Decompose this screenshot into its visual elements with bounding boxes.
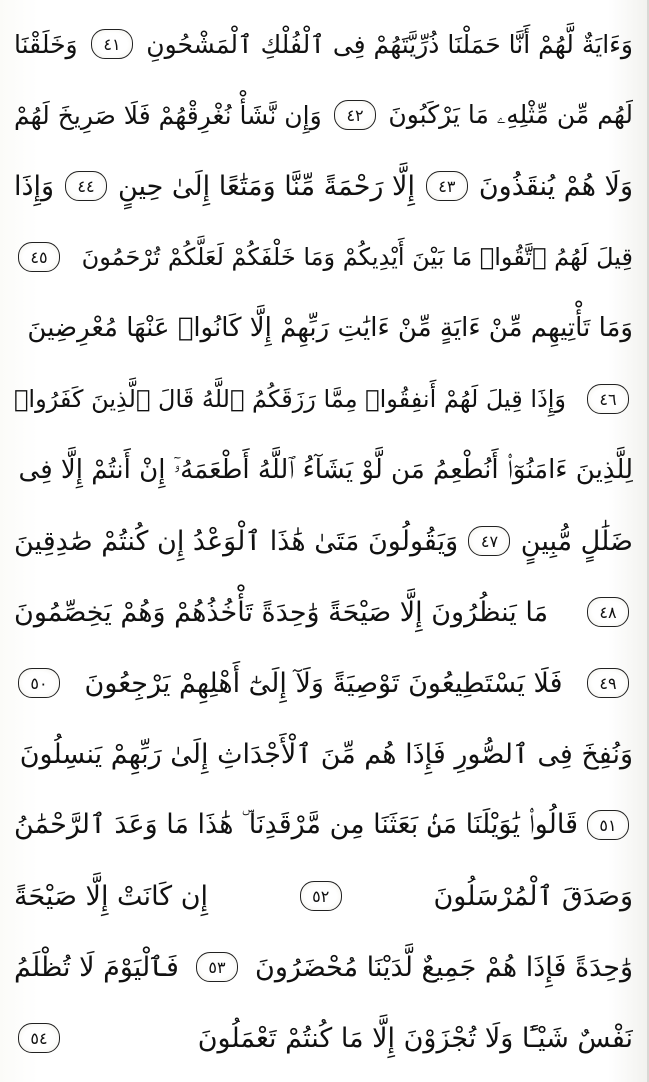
line-13 xyxy=(14,862,633,930)
line-6 xyxy=(14,365,633,433)
ayah-number-marker: ٤٤ xyxy=(65,171,107,201)
text-lines xyxy=(14,10,633,1072)
ayah-number-marker: ٤٩ xyxy=(587,668,629,698)
line-text: ضَلَٰلٍ مُّبِينٍ xyxy=(520,525,633,557)
line-text: لِلَّذِينَ ءَامَنُوٓا۟ أَنُطْعِمُ مَن لَّوْ يَشَآءُ ٱللَّهُ أَطْعَمَهُۥٓ إِنْ أَنتُمْ إِلَّا فِى xyxy=(18,454,633,485)
line-text: نَفْسٌ شَيْـًٔا وَلَا تُجْزَوْنَ إِلَّا مَا كُنتُمْ تَعْمَلُونَ xyxy=(197,1022,633,1054)
line-2 xyxy=(14,81,633,149)
ayah-number-marker: ٤٨ xyxy=(587,597,629,627)
ayah-number-marker: ٤٥ xyxy=(18,242,60,272)
line-9 xyxy=(14,578,633,646)
line-text: إِلَّا رَحْمَةً مِّنَّا وَمَتَٰعًا إِلَىٰ حِينٍ xyxy=(117,170,415,202)
ayah-number-marker: ٤٦ xyxy=(587,384,629,414)
line-text: فَلَا يَسْتَطِيعُونَ تَوْصِيَةً وَلَآ إِلَىٰٓ أَهْلِهِمْ يَرْجِعُونَ xyxy=(84,667,563,699)
line-text: وَءَايَةٌ لَّهُمْ أَنَّا حَمَلْنَا ذُرِّيَّتَهُمْ فِى ٱلْفُلْكِ ٱلْمَشْحُونِ xyxy=(146,29,633,59)
line-text: لَهُم مِّن مِّثْلِهِۦ مَا يَرْكَبُونَ xyxy=(388,100,633,129)
line-15 xyxy=(14,1004,633,1072)
ayah-number-marker: ٤٧ xyxy=(468,526,510,556)
line-text: قِيلَ لَهُمُ ٱتَّقُوا۟ مَا بَيْنَ أَيْدِيكُمْ وَمَا خَلْفَكُمْ لَعَلَّكُمْ تُرْحَمُونَ xyxy=(81,243,633,271)
ayah-number-marker: ٥٢ xyxy=(300,881,342,911)
line-14 xyxy=(14,933,633,1001)
ayah-number-marker: ٤٣ xyxy=(426,171,468,201)
line-text: وَإِن نَّشَأْ نُغْرِقْهُمْ فَلَا صَرِيخَ لَهُمْ xyxy=(14,100,322,130)
line-text: وَٰحِدَةً فَإِذَا هُمْ جَمِيعٌ لَّدَيْنَا مُحْضَرُونَ xyxy=(255,951,633,983)
line-text: وَيَقُولُونَ مَتَىٰ هَٰذَا ٱلْوَعْدُ إِن كُنتُمْ صَٰدِقِينَ xyxy=(14,525,459,557)
line-text: وَخَلَقْنَا xyxy=(14,29,78,59)
line-7 xyxy=(14,436,633,504)
line-text: مَا يَنظُرُونَ إِلَّا صَيْحَةً وَٰحِدَةً تَأْخُذُهُمْ وَهُمْ يَخِصِّمُونَ xyxy=(14,596,549,628)
ayah-number-marker: ٥٠ xyxy=(18,668,60,698)
line-text: فَٱلْيَوْمَ لَا تُظْلَمُ xyxy=(14,951,179,983)
line-text: وَصَدَقَ ٱلْمُرْسَلُونَ xyxy=(433,880,633,912)
ayah-number-marker: ٥١ xyxy=(587,810,629,840)
line-3 xyxy=(14,152,633,220)
ayah-number-marker: ٤٢ xyxy=(334,100,376,130)
ayah-number-marker: ٥٤ xyxy=(18,1023,60,1053)
ayah-number-marker: ٤١ xyxy=(91,29,133,59)
line-text: وَإِذَا xyxy=(14,170,55,202)
line-text: قَالُوا۟ يَٰوَيْلَنَا مَنۢ بَعَثَنَا مِن مَّرْقَدِنَا ۜ هَٰذَا مَا وَعَدَ ٱلرَّحْمَٰنُ xyxy=(14,809,579,840)
line-11 xyxy=(14,720,633,788)
line-text: إِن كَانَتْ إِلَّا صَيْحَةً xyxy=(14,880,209,912)
line-10 xyxy=(14,649,633,717)
line-8 xyxy=(14,507,633,575)
line-text: وَلَا هُمْ يُنقَذُونَ xyxy=(478,170,633,202)
line-5 xyxy=(14,294,633,362)
line-12 xyxy=(14,791,633,859)
line-text: وَإِذَا قِيلَ لَهُمْ أَنفِقُوا۟ مِمَّا رَزَقَكُمُ ٱللَّهُ قَالَ ٱلَّذِينَ كَفَرُوا۟ xyxy=(14,385,567,413)
line-4 xyxy=(14,223,633,291)
line-text: وَمَا تَأْتِيهِم مِّنْ ءَايَةٍ مِّنْ ءَايَٰتِ رَبِّهِمْ إِلَّا كَانُوا۟ عَنْهَا مُعْرِضِينَ xyxy=(27,313,633,343)
ayah-number-marker: ٥٣ xyxy=(196,952,238,982)
line-text: وَنُفِخَ فِى ٱلصُّورِ فَإِذَا هُم مِّنَ ٱلْأَجْدَاثِ إِلَىٰ رَبِّهِمْ يَنسِلُونَ xyxy=(19,738,633,770)
line-1 xyxy=(14,10,633,78)
